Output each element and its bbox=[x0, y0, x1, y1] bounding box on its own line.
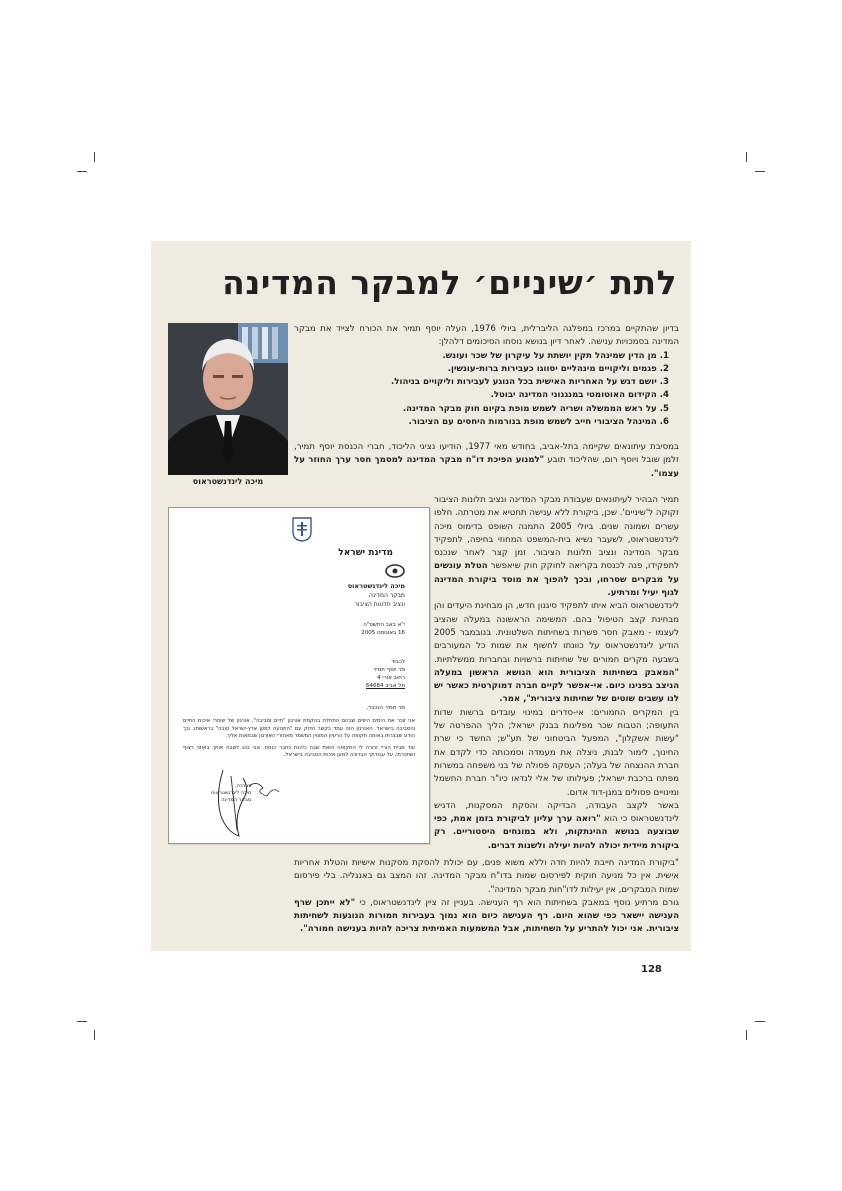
column-paragraph bbox=[434, 600, 679, 706]
crop-mark bbox=[77, 1021, 87, 1022]
crop-mark bbox=[94, 1030, 95, 1040]
letter-paragraph: עוד מבית הוריי זכורה לי התקופה הזאת שבה כיהנת כחבר כנסת. אבי נהג לשבח אותך באוזני רצוף ושתכרתי, על עבודתך הברוכה למען איכות הסביבה בישראל. bbox=[183, 744, 415, 759]
column-paragraph bbox=[434, 494, 679, 600]
sender-line: מיכה לינדנשטראוס bbox=[347, 582, 405, 590]
date-line: י"א באב התשס"ה bbox=[363, 622, 405, 628]
sender-line: מבקר המדינה bbox=[368, 592, 405, 599]
crop-mark bbox=[94, 152, 95, 162]
list-item: 3. יושם דגש על האחריות האישית בכל הנוגע לעבירות וליקויים בניהול. bbox=[391, 377, 669, 388]
letter-body bbox=[183, 718, 415, 764]
paragraph-quote: "רואה ערך עליון לביקורת בזמן אמת, כפי שבוצעה בנושא ההינתקות, ולא במונחים היסטוריים. רק ביקורת מיידית יכולה להיות יעילה ולשנות דברים. bbox=[434, 814, 679, 851]
paragraph-quote: "למנוע הפיכת דו"ח מבקר המדינה למסמך חסר ערך החוזר על עצמו". bbox=[294, 455, 679, 479]
date-line: 16 באוגוסט 2005 bbox=[361, 630, 405, 636]
column-paragraph: בין המקרים החמורים: אי-סדרים במינוי עובדים ברשות שדות התעופה; הטבות שכר מפליגות בבנק ישראל; הליך ההפרטה של "עשות אשקלון", המפעל הביטחוני של תע"ש; החשד כי שרת החינוך, לימור לבנת, ניצלה את מעמדה וסמכותה כדי לקדם את חברת ההנצחה של בעלה; העסקה פסולה של בני משפחה במשרות מפתח ברכבת ישראל; פעילותו של אלי לנדאו כיו"ר חברת החשמל ומינויים פסולים במגן-דוד אדום. bbox=[434, 707, 679, 798]
letter-sign-block bbox=[211, 783, 251, 804]
page-number: 128 bbox=[641, 964, 662, 975]
column-paragraph bbox=[434, 800, 679, 853]
paragraph-text: גורם מרתיע נוסף במאבק בשחיתות הוא רף הענישה. בעניין זה ציין לינדנשטראוס, כי bbox=[355, 897, 679, 908]
press-conference-paragraph bbox=[294, 441, 679, 481]
paragraph-quote: הטלת עונשים על מבקרים שסרחו, ובכך להפוך את מוסד ביקורת המדינה לגוף יעיל ומרתיע. bbox=[434, 561, 679, 599]
sender-line: ונציב תלונות הציבור bbox=[354, 601, 405, 608]
intro-section bbox=[294, 323, 679, 429]
letter-sender bbox=[348, 582, 405, 609]
paragraph-text: לינדנשטראוס הביא איתו לתפקיד סיגנון חדש, הן מבחינת היעדים והן מבחינת קצב הטיפול בהם. המשימה הראשונה במעלה שהציב לעצמו - מאבק חסר פשרות בשחיתות השלטונית. בנובמבר 2005 הודיע לינדנשטראוס על כוונתו לחשוף את שמות כל המעורבים בשבעה מקרים חמורים של שחיתות ברשויות ובחברות ממשלתיות. bbox=[434, 601, 679, 665]
conclusions-list bbox=[294, 350, 679, 430]
letter-addressee bbox=[366, 658, 405, 690]
address-line: מר יוסף תמיר bbox=[373, 667, 405, 673]
sign-line: מיכה לינדנשטראוס bbox=[211, 790, 252, 796]
portrait-image bbox=[168, 323, 288, 475]
paragraph-text: תמיר הבהיר לעיתונאים שעבודת מבקר המדינה ונציב תלונות הציבור זקוקה ל'שיניים'. שכן, ביקורת ללא ענישה תחטיא את מטרתה. חלפו עשרים ושמונה שנים. ביולי 2005 התמנה השופט בדימוס מיכה לינדנשטראוס, לשעבר נשיא בית-המשפט המחוזי בחיפה, לתפקיד מבקר המדינה ונציב תלונות הציבור. זמן קצר לאחר שנכנס לתפקידו, פנה לכנסת בקריאה לחוקק חוק שיאפשר bbox=[434, 495, 680, 572]
list-item: 1. מן הדין שמינהל תקין יושתת על עיקרון של שכר ועונש. bbox=[442, 350, 669, 361]
photo-caption: מיכה לינדנשטראוס bbox=[192, 477, 264, 486]
letter-image bbox=[168, 507, 430, 844]
sign-line: בברכה, bbox=[235, 783, 252, 789]
list-item: 4. הקידום האוטומטי במנגנוני המדינה יבוטל. bbox=[490, 390, 669, 401]
right-column bbox=[434, 494, 679, 853]
portrait-photo bbox=[168, 323, 288, 475]
paragraph-text: באשר לקצב העבודה, הבדיקה והסקת המסקנות, הדגיש לינדנשטראוס כי הוא bbox=[434, 800, 680, 825]
list-item: 5. על ראש הממשלה ושריה לשמש מופת בקיום חוק מבקר המדינה. bbox=[402, 403, 669, 414]
article-title: לתת ׳שיניים׳ למבקר המדינה bbox=[222, 263, 677, 302]
list-item: 2. פגמים וליקויים מינהליים יסווגו כעבירות ברות-עונשין. bbox=[447, 363, 669, 374]
crop-mark bbox=[77, 171, 87, 172]
letter-paragraph: אני זוכר את הימים היפים שבהם התחלת בהקמת אורגון "חיים וסביבה", אורגון של שוחרי איכות החיים והסביבה בישראל. האורגון הזה עמד בקשר הדוק עם "התנועה למען ארץ-ישראל טובה" בראשותו, וכך הודע שבצרתו באותה תקופה על הרעיון המצוין המשמר מאחורי האורגון שבמאות אליך. bbox=[183, 718, 415, 740]
closing-paragraph: "ביקורת המדינה חייבת להיות חדה וללא משוא פנים, עם יכולת להסקת מסקנות אישיות והטלת אחריות אישית. אין כל מניעה חוקית לפירסום שמות בדו"ח מבקר המדינה. זהו המצב גם באנגליה. בלי פירסום שמות המבקרים, אין יעילות לדו"חות מבקר המדינה". bbox=[294, 858, 679, 895]
letterhead-state: מדינת ישראל bbox=[338, 548, 393, 558]
paragraph-text: במסיבת עיתונאים שקיימה בתל-אביב, בחודש מאי 1977, הודיעו נציגי הליכוד, חברי הכנסת יוסף תמיר, זלמן שובל ויוסף רום, שהליכוד תובע bbox=[294, 442, 679, 466]
crop-mark bbox=[755, 171, 765, 172]
article-panel bbox=[151, 241, 691, 951]
closing-paragraph bbox=[294, 897, 679, 937]
sign-line: מבקר המדינה bbox=[221, 797, 252, 803]
paragraph-quote: "לא ייתכן שרף הענישה יישאר כפי שהוא היום. רף הענישה כיום הוא נמוך בעבירות חמורות הנוגעות לשחיתות ציבורית. אני יכול להתריע על השחיתות, אבל המשמעות האמיתית צריכה להיות בענישה חמורה". bbox=[294, 897, 679, 935]
list-item: 6. המינהל הציבורי חייב לשמש מופת בנורמות היחסים עם הציבור. bbox=[408, 417, 669, 428]
crop-mark bbox=[755, 1021, 765, 1022]
address-line: רחוב אורי 4 bbox=[377, 675, 405, 681]
address-line: תל אביב 64684 bbox=[365, 683, 405, 689]
crop-mark bbox=[746, 152, 747, 162]
crop-mark bbox=[746, 1030, 747, 1040]
closing-section bbox=[294, 857, 679, 937]
address-line: לכבוד bbox=[391, 659, 405, 665]
paragraph-quote: "המאבק בשחיתות הציבורית הוא הנושא הראשון במעלה הניצב בפנינו כיום. אי-אפשר לקיים חברה דמוקרטית כאשר יש לנו עשבים שוטים של שחיתות ציבורית", אמר. bbox=[434, 667, 679, 705]
state-emblem-icon bbox=[291, 516, 313, 542]
comptroller-logo-icon bbox=[385, 564, 405, 578]
intro-paragraph: בדיון שהתקיים במרכז במפלגה הליברלית, ביולי 1976, העלה יוסף תמיר את הכורח לצייד את מבקר המדינה בסמכויות ענישה. לאחר דיון בנושא נוסחו הסיכומים דלהלן: bbox=[294, 324, 679, 348]
letter-date bbox=[361, 621, 405, 637]
letter-salutation: מר תמיר הנכבד, bbox=[366, 705, 405, 711]
